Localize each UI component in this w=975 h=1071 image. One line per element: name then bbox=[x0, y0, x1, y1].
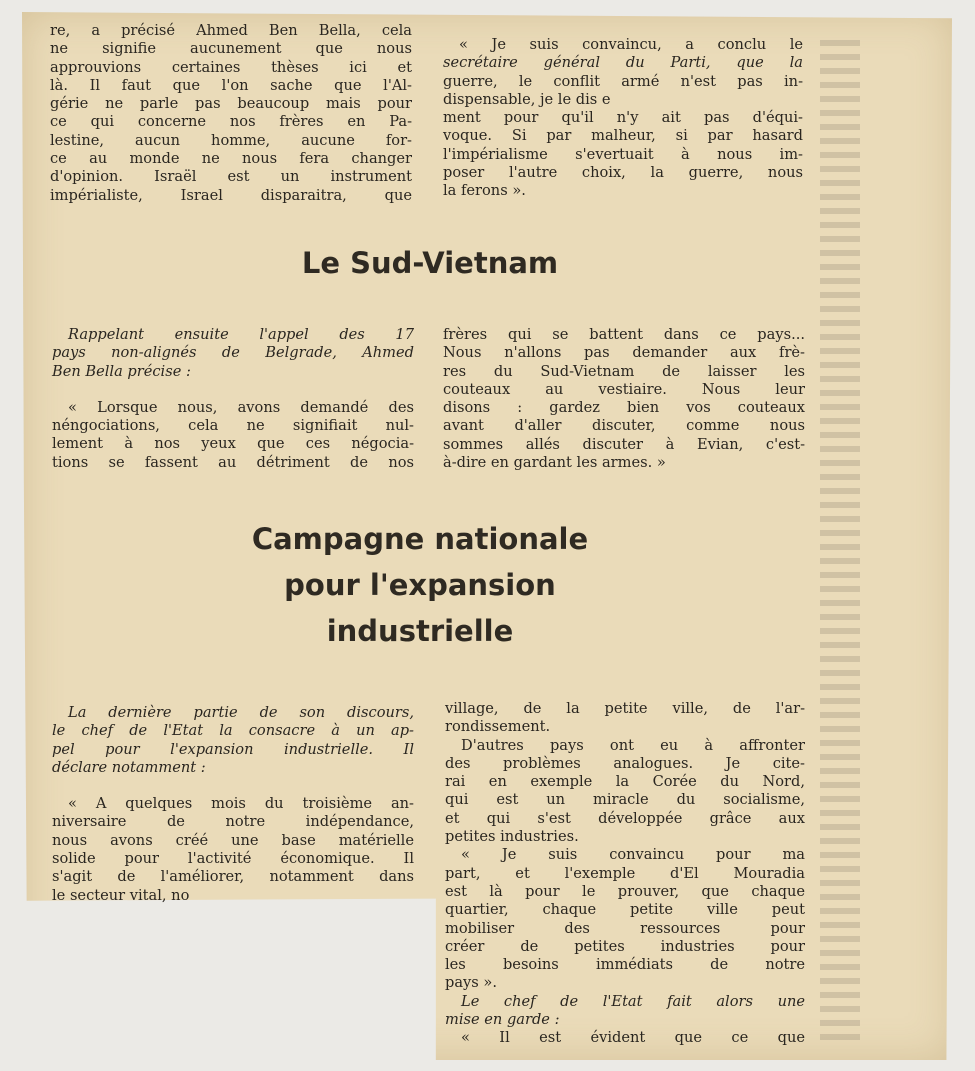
text-line: solide pour l'activité économique. Il bbox=[52, 850, 414, 868]
text-line: rai en exemple la Corée du Nord, bbox=[445, 773, 805, 791]
text-line: dispensable, je le dis e bbox=[443, 90, 611, 108]
text-line: là. Il faut que l'on sache que l'Al- bbox=[50, 76, 412, 94]
text-line: village, de la petite ville, de l'ar- bbox=[445, 700, 805, 717]
text-line: à-dire en gardant les armes. » bbox=[443, 454, 666, 472]
text-line: d'opinion. Israël est un instrument bbox=[50, 168, 412, 186]
text-line: La dernière partie de son discours, bbox=[68, 704, 414, 721]
section-heading-sud-vietnam: Le Sud-Vietnam bbox=[301, 246, 559, 280]
text-line: sommes allés discuter à Evian, c'est- bbox=[443, 435, 805, 453]
text-line: « Lorsque nous, avons demandé des bbox=[68, 398, 414, 416]
text-line: guerre, le conflit armé n'est pas in- bbox=[443, 72, 803, 90]
text-line: des problèmes analogues. Je cite- bbox=[445, 754, 805, 772]
text-line: « Je suis convaincu pour ma bbox=[461, 846, 805, 864]
text-line: Rappelant ensuite l'appel des 17 bbox=[68, 326, 414, 343]
campagne-right-column bbox=[445, 700, 805, 1048]
text-line: « Je suis convaincu, a conclu le bbox=[459, 36, 803, 53]
text-line: Le chef de l'Etat fait alors une bbox=[461, 992, 805, 1010]
bleed-through-stripe bbox=[820, 40, 860, 1040]
text-line: impérialiste, Israel disparaitra, que bbox=[50, 186, 412, 204]
text-line: approuvions certaines thèses ici et bbox=[50, 58, 412, 76]
text-line: secrétaire général du Parti, que la bbox=[443, 54, 803, 72]
text-line: mobiliser des ressources pour bbox=[445, 919, 805, 937]
text-line: frères qui se battent dans ce pays... bbox=[443, 326, 805, 343]
text-line: lestine, aucun homme, aucune for- bbox=[50, 131, 412, 149]
text-line: Ben Bella précise : bbox=[52, 362, 191, 380]
text-line: res du Sud-Vietnam de laisser les bbox=[443, 362, 805, 380]
text-line: gérie ne parle pas beaucoup mais pour bbox=[50, 95, 412, 113]
sud-vietnam-left-column bbox=[52, 326, 414, 472]
text-line: disons : gardez bien vos couteaux bbox=[443, 399, 805, 417]
text-line: la ferons ». bbox=[443, 182, 526, 200]
text-line: le chef de l'Etat la consacre à un ap- bbox=[52, 722, 414, 740]
text-line: niversaire de notre indépendance, bbox=[52, 813, 414, 831]
text-line: pel pour l'expansion industrielle. Il bbox=[52, 740, 414, 758]
text-line: le secteur vital, no bbox=[52, 886, 190, 904]
text-line: Nous n'allons pas demander aux frè- bbox=[443, 344, 805, 362]
text-line: pays ». bbox=[445, 974, 497, 992]
text-line: ce au monde ne nous fera changer bbox=[50, 150, 412, 168]
text-line: déclare notamment : bbox=[52, 758, 206, 776]
text-line: et qui s'est développée grâce aux bbox=[445, 809, 805, 827]
text-line: néngociations, cela ne signifiait nul- bbox=[52, 417, 414, 435]
text-line: est là pour le prouver, que chaque bbox=[445, 882, 805, 900]
text-line: s'agit de l'améliorer, notamment dans bbox=[52, 868, 414, 886]
section-heading-campagne-nationale bbox=[190, 516, 650, 654]
text-line: l'impérialisme s'evertuait à nous im- bbox=[443, 145, 803, 163]
text-line: D'autres pays ont eu à affronter bbox=[461, 736, 805, 754]
text-line: les besoins immédiats de notre bbox=[445, 956, 805, 974]
text-line: rondissement. bbox=[445, 718, 551, 736]
top-right-column bbox=[443, 36, 803, 201]
text-line: ment pour qu'il n'y ait pas d'équi- bbox=[443, 109, 803, 127]
sud-vietnam-right-column bbox=[443, 326, 805, 472]
text-line: ne signifie aucunement que nous bbox=[50, 40, 412, 58]
text-line: mise en garde : bbox=[445, 1011, 560, 1029]
top-left-column bbox=[50, 22, 412, 205]
text-line: ce qui concerne nos frères en Pa- bbox=[50, 113, 412, 131]
text-line: couteaux au vestiaire. Nous leur bbox=[443, 380, 805, 398]
campagne-left-column bbox=[52, 704, 414, 905]
text-line: créer de petites industries pour bbox=[445, 937, 805, 955]
text-line: avant d'aller discuter, comme nous bbox=[443, 417, 805, 435]
text-line: part, et l'exemple d'El Mouradia bbox=[445, 864, 805, 882]
heading-line: pour l'expansion bbox=[284, 568, 556, 602]
text-line: « A quelques mois du troisième an- bbox=[68, 795, 414, 813]
text-line: qui est un miracle du socialisme, bbox=[445, 791, 805, 809]
heading-line: industrielle bbox=[326, 614, 514, 648]
text-line: pays non-alignés de Belgrade, Ahmed bbox=[52, 344, 414, 362]
text-line: poser l'autre choix, la guerre, nous bbox=[443, 164, 803, 182]
text-line: quartier, chaque petite ville peut bbox=[445, 901, 805, 919]
text-line: voque. Si par malheur, si par hasard bbox=[443, 127, 803, 145]
heading-line: Campagne nationale bbox=[251, 522, 589, 556]
text-line: « Il est évident que ce que bbox=[461, 1029, 805, 1047]
text-line: re, a précisé Ahmed Ben Bella, cela bbox=[50, 22, 412, 39]
text-line: tions se fassent au détriment de nos bbox=[52, 453, 414, 471]
text-line: petites industries. bbox=[445, 828, 579, 846]
text-line: nous avons créé une base matérielle bbox=[52, 831, 414, 849]
text-line: lement à nos yeux que ces négocia- bbox=[52, 435, 414, 453]
